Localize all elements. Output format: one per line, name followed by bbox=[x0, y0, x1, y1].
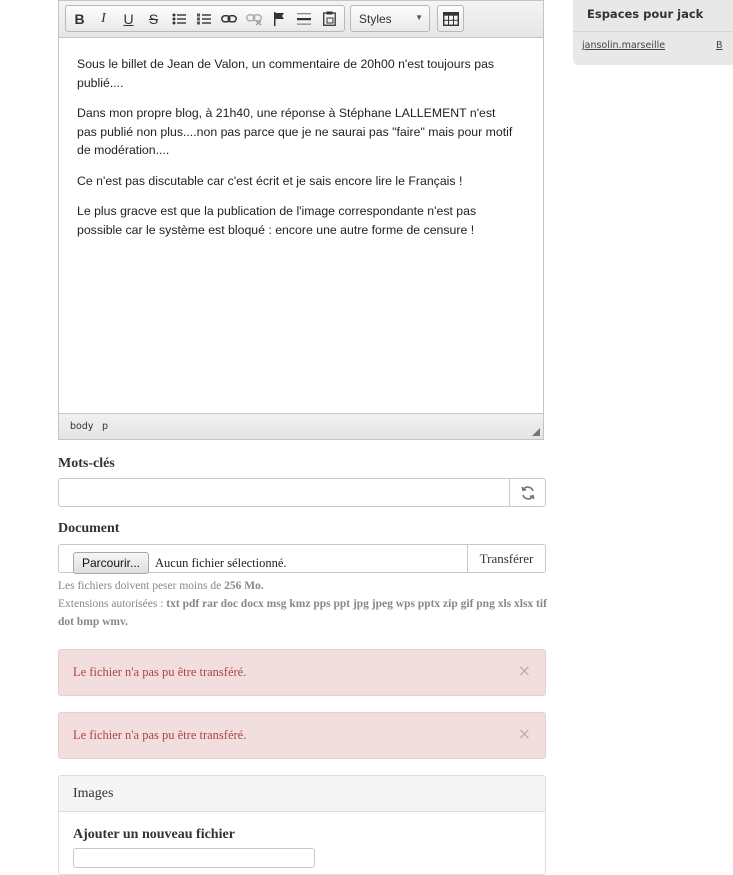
editor-paragraph: Sous le billet de Jean de Valon, un commentaire de 20h00 n'est toujours pas publié.... bbox=[77, 57, 495, 90]
editor-paragraph: Dans mon propre blog, à 21h40, une réponse à Stéphane LALLEMENT n'est pas publié non plus....non pas parce que je ne saurai pas "faire" mais pour motif de modération.... bbox=[77, 106, 513, 157]
chevron-down-icon: ▼ bbox=[415, 13, 423, 22]
link-icon bbox=[221, 14, 237, 24]
images-panel bbox=[58, 775, 546, 875]
path-element-body[interactable]: body bbox=[70, 421, 94, 432]
resize-handle-icon[interactable] bbox=[532, 428, 540, 436]
bold-button[interactable]: B bbox=[74, 10, 85, 27]
sidebar-divider bbox=[573, 31, 733, 32]
anchor-button[interactable] bbox=[266, 6, 291, 31]
keywords-input[interactable] bbox=[58, 478, 510, 507]
horizontal-rule-button[interactable] bbox=[291, 6, 316, 31]
add-file-label: Ajouter un nouveau fichier bbox=[73, 827, 235, 842]
editor-content-area[interactable] bbox=[77, 55, 517, 251]
paste-button[interactable] bbox=[317, 6, 342, 31]
formatting-button-group bbox=[65, 5, 345, 32]
editor-paragraph: Ce n'est pas discutable car c'est écrit et je sais encore lire le Français ! bbox=[77, 173, 463, 188]
flag-icon bbox=[273, 12, 285, 26]
browse-button[interactable]: Parcourir... bbox=[73, 552, 149, 574]
editor-statusbar bbox=[59, 413, 543, 439]
path-element-p[interactable]: p bbox=[102, 421, 109, 432]
bullet-list-icon bbox=[172, 13, 186, 25]
file-extensions-help bbox=[58, 595, 548, 631]
close-icon[interactable]: × bbox=[517, 724, 531, 743]
no-file-selected-text: Aucun fichier sélectionné. bbox=[155, 556, 287, 570]
alert-message: Le fichier n'a pas pu être transféré. bbox=[73, 728, 247, 742]
close-icon[interactable]: × bbox=[517, 661, 531, 680]
transfer-button[interactable]: Transférer bbox=[467, 544, 546, 573]
help-size-value: 256 Mo. bbox=[224, 580, 264, 592]
images-panel-header bbox=[59, 776, 545, 812]
strikethrough-button[interactable]: S bbox=[148, 10, 159, 27]
file-size-help bbox=[58, 577, 548, 595]
alert-message: Le fichier n'a pas pu être transféré. bbox=[73, 665, 247, 679]
refresh-keywords-button[interactable] bbox=[509, 478, 546, 507]
link-button[interactable] bbox=[216, 6, 241, 31]
unlink-icon bbox=[246, 13, 262, 25]
styles-dropdown-label: Styles bbox=[359, 12, 392, 26]
horizontal-rule-icon bbox=[297, 13, 311, 25]
bullet-list-button[interactable] bbox=[166, 6, 191, 31]
error-alert bbox=[58, 712, 546, 759]
table-icon bbox=[443, 12, 459, 26]
paste-icon bbox=[323, 11, 336, 26]
add-image-file-input[interactable] bbox=[73, 848, 315, 868]
unlink-button[interactable] bbox=[241, 6, 266, 31]
file-input[interactable] bbox=[58, 544, 468, 573]
insert-table-button[interactable] bbox=[437, 5, 464, 32]
styles-dropdown[interactable] bbox=[350, 5, 430, 32]
help-size-prefix: Les fichiers doivent peser moins de bbox=[58, 580, 225, 592]
refresh-icon bbox=[520, 485, 536, 501]
numbered-list-button[interactable] bbox=[191, 6, 216, 31]
rich-text-editor bbox=[58, 0, 544, 440]
help-ext-prefix: Extensions autorisées : bbox=[58, 598, 167, 610]
help-ext-value: txt pdf rar doc docx msg kmz pps ppt jpg jpeg wps pptx zip gif png xls xlsx tif dot bmp wmv. bbox=[58, 598, 547, 628]
sidebar-link-space-2[interactable]: B bbox=[716, 40, 723, 51]
error-alert bbox=[58, 649, 546, 696]
document-label: Document bbox=[58, 521, 120, 536]
editor-toolbar bbox=[59, 1, 543, 38]
sidebar-title: Espaces pour jack bbox=[587, 7, 704, 21]
images-panel-title: Images bbox=[73, 786, 114, 801]
keywords-label: Mots-clés bbox=[58, 456, 115, 471]
underline-button[interactable]: U bbox=[123, 10, 134, 27]
numbered-list-icon bbox=[197, 13, 211, 25]
sidebar-link-space[interactable]: jansolin.marseille bbox=[582, 40, 666, 51]
italic-button[interactable]: I bbox=[101, 10, 106, 26]
editor-paragraph: Le plus gracve est que la publication de l'image correspondante n'est pas possible car le système est bloqué : encore une autre forme de censure ! bbox=[77, 204, 477, 237]
sidebar-spaces-box bbox=[573, 0, 733, 65]
